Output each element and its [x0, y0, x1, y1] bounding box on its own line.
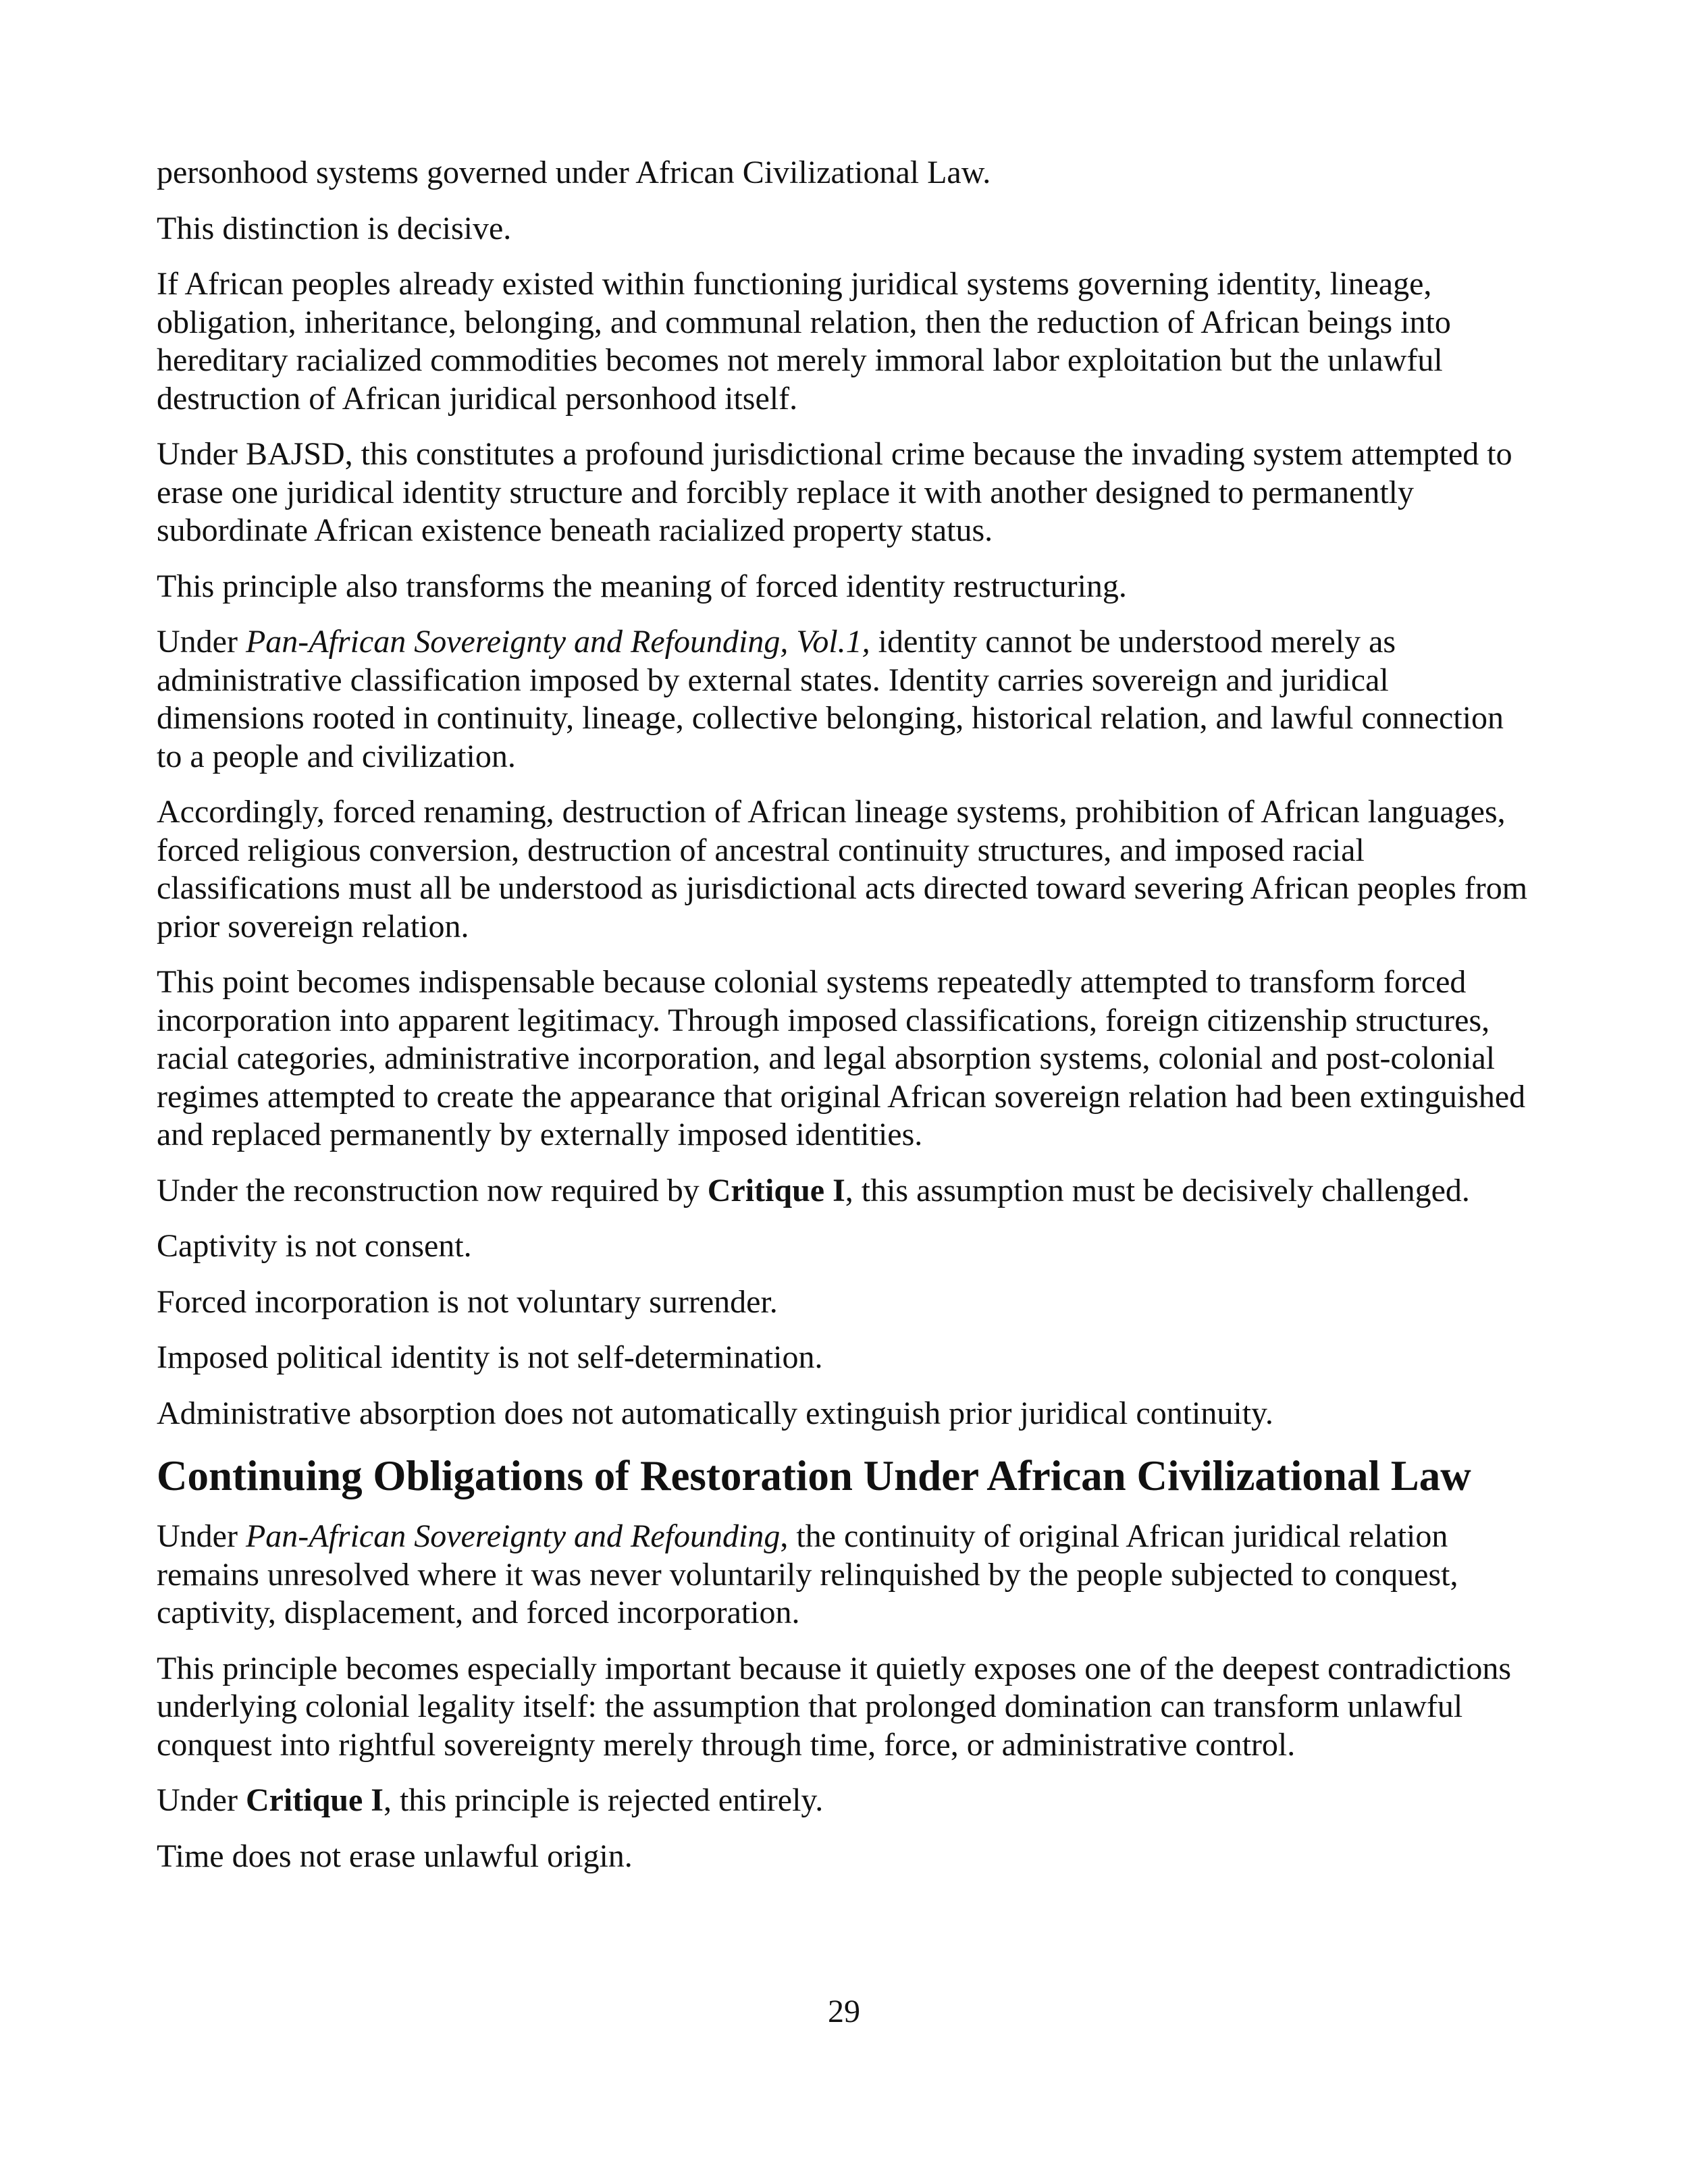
paragraph: This principle becomes especially important because it quietly exposes one of the deepest contradictions underlying colonial legality itself: the assumption that prolonged domination can transform unlawful conquest into rightful sovereignty merely through time, force, or administrative control.: [157, 1650, 1512, 1763]
paragraph: This point becomes indispensable because colonial systems repeatedly attempted to transform forced incorporation into apparent legitimacy. Through imposed classifications, foreign citizenship structures, racial categories, administrative incorporation, and legal absorption systems, colonial and post-colonial regimes attempted to create the appearance that original African sovereign relation had been extinguished and replaced permanently by externally imposed identities.: [157, 964, 1526, 1152]
text-run: identity cannot be understood merely as administrative classification imposed by external states. Identity carries sovereign and juridical dimensions rooted in continuity, lineage, collective belonging, historical relation, and lawful connection to a people and civilization.: [157, 624, 1504, 774]
page-number: 29: [828, 1994, 860, 2029]
text-run: , the continuity of original African juridical relation remains unresolved where it was never voluntarily relinquished by the people subjected to conquest, captivity, displacement, and forced incorporation.: [157, 1518, 1458, 1630]
book-title: Pan-African Sovereignty and Refounding, Vol.1,: [245, 624, 870, 660]
paragraph-critique: [157, 1782, 1534, 1820]
paragraph: Forced incorporation is not voluntary surrender.: [157, 1283, 778, 1320]
text-run: Under: [157, 1518, 246, 1554]
text-run: Under: [157, 624, 246, 660]
text-run: , this principle is rejected entirely.: [383, 1782, 824, 1818]
paragraph: Under BAJSD, this constitutes a profound jurisdictional crime because the invading system attempted to erase one juridical identity structure and forcibly replace it with another designed to permanently subordinate African existence beneath racialized property status.: [157, 436, 1512, 548]
critique-term: Critique I: [707, 1172, 845, 1208]
paragraph: Captivity is not consent.: [157, 1228, 472, 1264]
paragraph-refounding: [157, 1518, 1534, 1632]
paragraph: Imposed political identity is not self-determination.: [157, 1339, 823, 1375]
paragraph: Time does not erase unlawful origin.: [157, 1838, 633, 1874]
paragraph: This principle also transforms the meaning of forced identity restructuring.: [157, 568, 1127, 604]
document-body: [157, 154, 1534, 1893]
paragraph: This distinction is decisive.: [157, 210, 512, 246]
paragraph-critique: [157, 1172, 1534, 1210]
section-heading: Continuing Obligations of Restoration Under African Civilizational Law: [157, 1452, 1471, 1499]
paragraph: Administrative absorption does not automatically extinguish prior juridical continuity.: [157, 1395, 1273, 1431]
critique-term: Critique I: [245, 1782, 384, 1818]
text-run: Under the reconstruction now required by: [157, 1172, 708, 1208]
paragraph: Accordingly, forced renaming, destruction of African lineage systems, prohibition of African languages, forced religious conversion, destruction of ancestral continuity structures, and imposed racial classifications must all be understood as jurisdictional acts directed toward severing African peoples from prior sovereign relation.: [157, 794, 1528, 944]
paragraph: If African peoples already existed within functioning juridical systems governing identity, lineage, obligation, inheritance, belonging, and communal relation, then the reduction of African beings into hereditary racialized commodities becomes not merely immoral labor exploitation but the unlawful destruction of African juridical personhood itself.: [157, 266, 1451, 417]
text-run: Under: [157, 1782, 246, 1818]
text-run: , this assumption must be decisively challenged.: [845, 1172, 1470, 1208]
book-title: Pan-African Sovereignty and Refounding: [245, 1518, 781, 1554]
paragraph-vol1: [157, 623, 1534, 776]
paragraph: personhood systems governed under African Civilizational Law.: [157, 155, 991, 190]
